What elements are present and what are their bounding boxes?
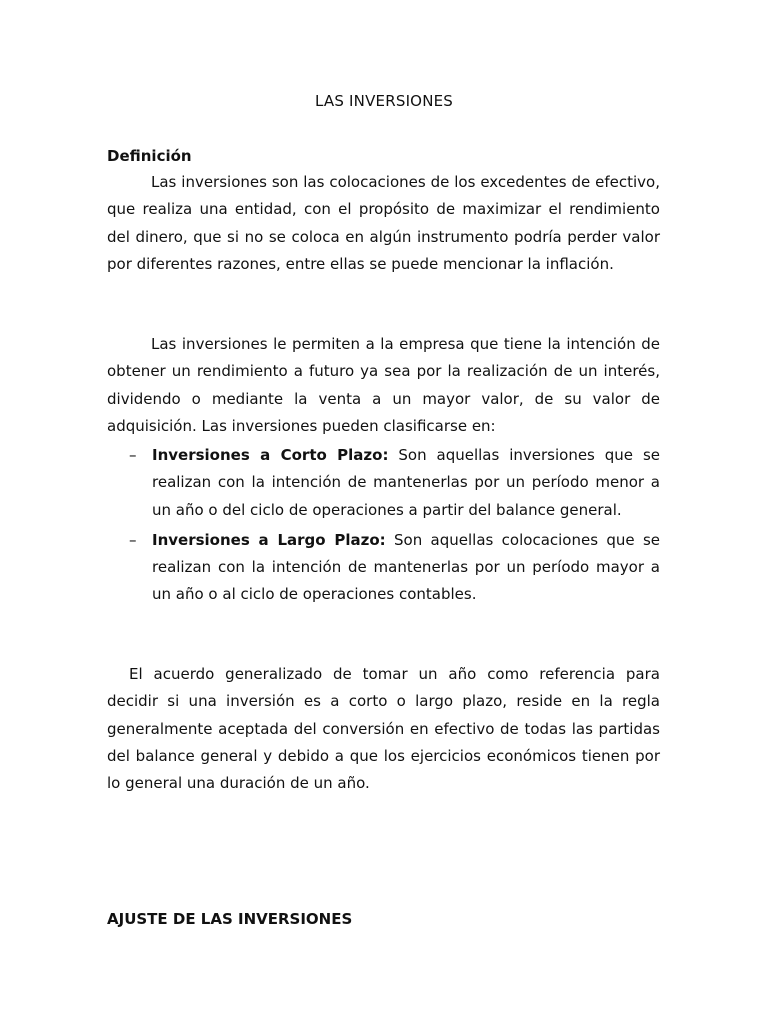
document-title: LAS INVERSIONES <box>314 92 454 110</box>
list-item-term: Inversiones a Largo Plazo: <box>152 530 386 549</box>
list-item-text: Son aquellas colocaciones que se realizan con la intención de mantenerlas por un período mayor a un año o al ciclo de operaciones contables. <box>152 530 660 604</box>
list-item <box>107 442 660 524</box>
definition-paragraph-2: Las inversiones le permiten a la empresa que tiene la intención de obtener un rendimiento a futuro ya sea por la realización de un interés, dividendo o mediante la venta a un mayor valor, de su valor de adquisición. Las inversiones pueden clasificarse en: <box>107 335 660 435</box>
definition-paragraph-3: El acuerdo generalizado de tomar un año como referencia para decidir si una inversión es a corto o largo plazo, reside en la regla generalmente aceptada del conversión en efectivo de todas las partidas del balance general y debido a que los ejercicios económicos tienen por lo general una duración de un año. <box>107 665 660 793</box>
adjustment-heading: AJUSTE DE LAS INVERSIONES <box>107 910 353 928</box>
dash-bullet-icon: – <box>129 446 137 464</box>
list-item-term: Inversiones a Corto Plazo: <box>152 446 389 464</box>
dash-bullet-icon: – <box>129 530 137 549</box>
definition-heading: Definición <box>107 147 192 165</box>
investment-types-list <box>107 442 660 612</box>
definition-paragraph-1: Las inversiones son las colocaciones de los excedentes de efectivo, que realiza una entidad, con el propósito de maximizar el rendimiento del dinero, que si no se coloca en algún instrumento podría perder valor por diferentes razones, entre ellas se puede mencionar la inflación. <box>107 173 660 273</box>
list-item-text: Son aquellas inversiones que se realizan con la intención de mantenerlas por un período menor a un año o del ciclo de operaciones a partir del balance general. <box>152 446 660 519</box>
list-item <box>107 527 660 609</box>
